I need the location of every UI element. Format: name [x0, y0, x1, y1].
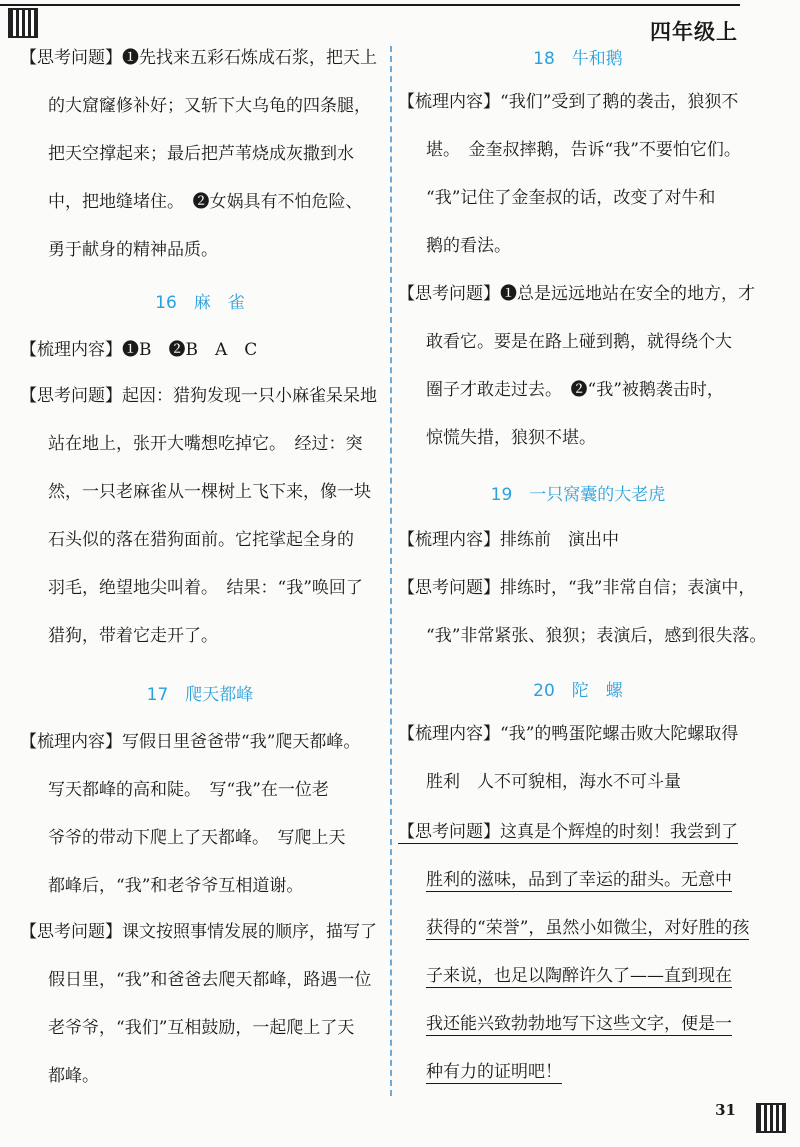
title-18: 18 牛和鹅 — [533, 49, 623, 69]
q20-line: 【思考问题】这真是个辉煌的时刻！我尝到了 — [398, 822, 738, 842]
q15-line: 勇于献身的精神品质。 — [48, 240, 218, 260]
q15-line: 把天空撑起来；最后把芦苇烧成灰撒到水 — [48, 144, 354, 164]
q16-line: 猎狗，带着它走开了。 — [48, 626, 218, 646]
column-divider — [390, 46, 392, 1096]
c17-line: 写天都峰的高和陡。 写“我”在一位老 — [48, 780, 329, 800]
q15-line: 【思考问题】❶先找来五彩石炼成石浆，把天上 — [20, 48, 377, 68]
c20-line: 胜利 人不可貌相，海水不可斗量 — [426, 772, 681, 792]
c16-line: 【梳理内容】❶B ❷B A C — [20, 340, 258, 360]
q17-line: 老爷爷，“我们”互相鼓励，一起爬上了天 — [48, 1018, 355, 1038]
c18-line: “我”记住了金奎叔的话，改变了对牛和 — [426, 188, 716, 208]
c18-line: 【梳理内容】“我们”受到了鹅的袭击，狼狈不 — [398, 92, 739, 112]
header-rule — [0, 4, 740, 6]
q16-line: 【思考问题】起因：猎狗发现一只小麻雀呆呆地 — [20, 386, 377, 406]
q20-line: 子来说，也足以陶醉许久了——直到现在 — [426, 966, 732, 986]
grade-label: 四年级上 — [650, 20, 738, 44]
q20-line: 胜利的滋味，品到了幸运的甜头。无意中 — [426, 870, 732, 890]
c18-line: 堪。 金奎叔摔鹅，告诉“我”不要怕它们。 — [426, 140, 741, 160]
q15-line: 中，把地缝堵住。 ❷女娲具有不怕危险、 — [48, 192, 363, 212]
page-number: 31 — [715, 1101, 736, 1119]
q18-line: 圈子才敢走过去。 ❷“我”被鹅袭击时， — [426, 380, 724, 400]
title-19: 19 一只窝囊的大老虎 — [490, 485, 666, 505]
c17-line: 【梳理内容】写假日里爸爸带“我”爬天都峰。 — [20, 732, 361, 752]
q16-line: 然，一只老麻雀从一棵树上飞下来，像一块 — [48, 482, 371, 502]
c17-line: 爷爷的带动下爬上了天都峰。 写爬上天 — [48, 828, 346, 848]
c19-line: 【梳理内容】排练前 演出中 — [398, 530, 619, 550]
qr-code-icon — [8, 8, 38, 38]
c20-line: 【梳理内容】“我”的鸭蛋陀螺击败大陀螺取得 — [398, 724, 739, 744]
title-16: 16 麻 雀 — [155, 293, 245, 313]
q18-line: 惊慌失措，狼狈不堪。 — [426, 428, 596, 448]
q20-line: 获得的“荣誉”，虽然小如微尘，对好胜的孩 — [426, 918, 750, 938]
q17-line: 【思考问题】课文按照事情发展的顺序，描写了 — [20, 922, 377, 942]
title-20: 20 陀 螺 — [533, 681, 623, 701]
q20-line: 种有力的证明吧！ — [426, 1062, 562, 1082]
q19-line: “我”非常紧张、狼狈；表演后，感到很失落。 — [426, 626, 767, 646]
q16-line: 石头似的落在猎狗面前。它挓挲起全身的 — [48, 530, 354, 550]
q16-line: 羽毛，绝望地尖叫着。 结果：“我”唤回了 — [48, 578, 363, 598]
title-17: 17 爬天都峰 — [146, 685, 254, 705]
q18-line: 敢看它。要是在路上碰到鹅，就得绕个大 — [426, 332, 732, 352]
qr-code-icon — [756, 1103, 786, 1133]
q20-line: 我还能兴致勃勃地写下这些文字，便是一 — [426, 1014, 732, 1034]
q18-line: 【思考问题】❶总是远远地站在安全的地方，才 — [398, 284, 755, 304]
q16-line: 站在地上，张开大嘴想吃掉它。 经过：突 — [48, 434, 363, 454]
q17-line: 都峰。 — [48, 1066, 99, 1086]
q19-line: 【思考问题】排练时，“我”非常自信；表演中， — [398, 578, 756, 598]
c17-line: 都峰后，“我”和老爷爷互相道谢。 — [48, 876, 304, 896]
q15-line: 的大窟窿修补好；又斩下大乌龟的四条腿， — [48, 96, 371, 116]
q17-line: 假日里，“我”和爸爸去爬天都峰，路遇一位 — [48, 970, 372, 990]
c18-line: 鹅的看法。 — [426, 236, 511, 256]
